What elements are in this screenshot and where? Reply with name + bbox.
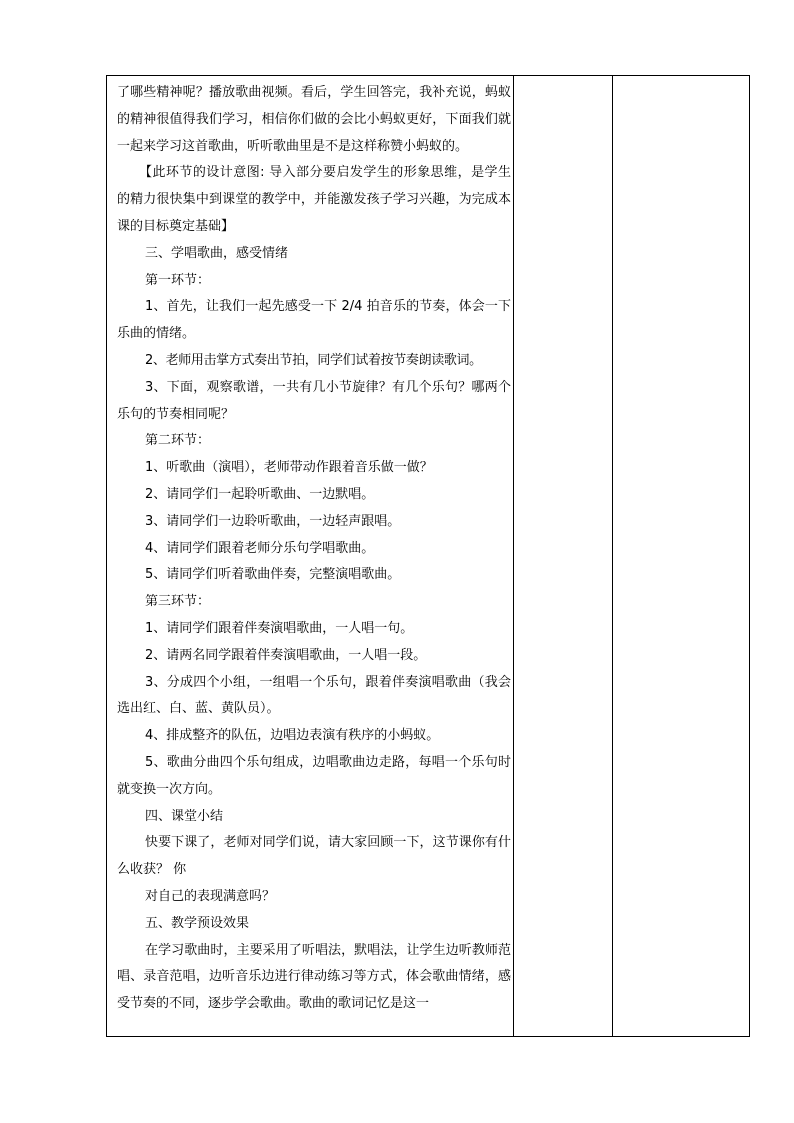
step-heading-3: 第三环节： bbox=[145, 594, 211, 610]
list-item: 2、请同学们一起聆听歌曲、一边默唱。 bbox=[145, 486, 375, 502]
paragraph-summary: 快要下课了，老师对同学们说，请大家回顾一下，这节课你有什么收获？ 你 bbox=[117, 835, 511, 878]
section-heading-3: 三、学唱歌曲，感受情绪 bbox=[145, 245, 289, 261]
lesson-content-cell bbox=[117, 80, 511, 1018]
column-divider bbox=[612, 76, 613, 1036]
section-heading-4: 四、课堂小结 bbox=[145, 808, 224, 824]
column-divider bbox=[513, 76, 514, 1036]
paragraph-summary-cont: 对自己的表现满意吗？ bbox=[145, 888, 276, 904]
section-heading-5: 五、教学预设效果 bbox=[145, 915, 250, 931]
paragraph-design-intent: 【此环节的设计意图: 导入部分要启发学生的形象思维，是学生的精力很快集中到课堂的教学中，并能激发孩子学习兴趣，为完成本课的目标奠定基础】 bbox=[117, 165, 511, 234]
paragraph-effect: 在学习歌曲时，主要采用了听唱法，默唱法，让学生边听教师范唱、录音范唱，边听音乐边进行律动练习等方式，体会歌曲情绪，感受节奏的不同，逐步学会歌曲。歌曲的歌词记忆是这一 bbox=[117, 942, 511, 1012]
list-item: 1、听歌曲（演唱），老师带动作跟着音乐做一做？ bbox=[145, 460, 433, 476]
paragraph-intro: 了哪些精神呢？播放歌曲视频。看后，学生回答完，我补充说，蚂蚁的精神很值得我们学习，相信你们做的会比小蚂蚁更好，下面我们就一起来学习这首歌曲，听听歌曲里是不是这样称赞小蚂蚁的。 bbox=[117, 85, 511, 154]
list-item: 3、请同学们一边聆听歌曲，一边轻声跟唱。 bbox=[145, 513, 401, 529]
list-item: 4、排成整齐的队伍，边唱边表演有秩序的小蚂蚁。 bbox=[145, 728, 440, 744]
list-item: 5、歌曲分曲四个乐句组成，边唱歌曲边走路，每唱一个乐句时就变换一次方向。 bbox=[117, 754, 511, 797]
step-heading-1: 第一环节： bbox=[145, 272, 211, 288]
list-item: 1、请同学们跟着伴奏演唱歌曲，一人唱一句。 bbox=[145, 620, 414, 636]
list-item: 2、请两名同学跟着伴奏演唱歌曲，一人唱一段。 bbox=[145, 647, 427, 663]
step-heading-2: 第二环节： bbox=[145, 433, 211, 449]
list-item: 3、分成四个小组，一组唱一个乐句，跟着伴奏演唱歌曲（我会选出红、白、蓝、黄队员）。 bbox=[117, 674, 511, 717]
list-item: 2、老师用击掌方式奏出节拍，同学们试着按节奏朗读歌词。 bbox=[145, 352, 482, 368]
list-item: 4、请同学们跟着老师分乐句学唱歌曲。 bbox=[145, 540, 375, 556]
list-item: 5、请同学们听着歌曲伴奏，完整演唱歌曲。 bbox=[145, 567, 401, 583]
list-item: 1、首先，让我们一起先感受一下 2/4 拍音乐的节奏，体会一下乐曲的情绪。 bbox=[117, 299, 511, 342]
list-item: 3、下面，观察歌谱，一共有几小节旋律？有几个乐句？哪两个乐句的节奏相同呢？ bbox=[117, 379, 511, 422]
lesson-plan-table bbox=[106, 75, 750, 1037]
